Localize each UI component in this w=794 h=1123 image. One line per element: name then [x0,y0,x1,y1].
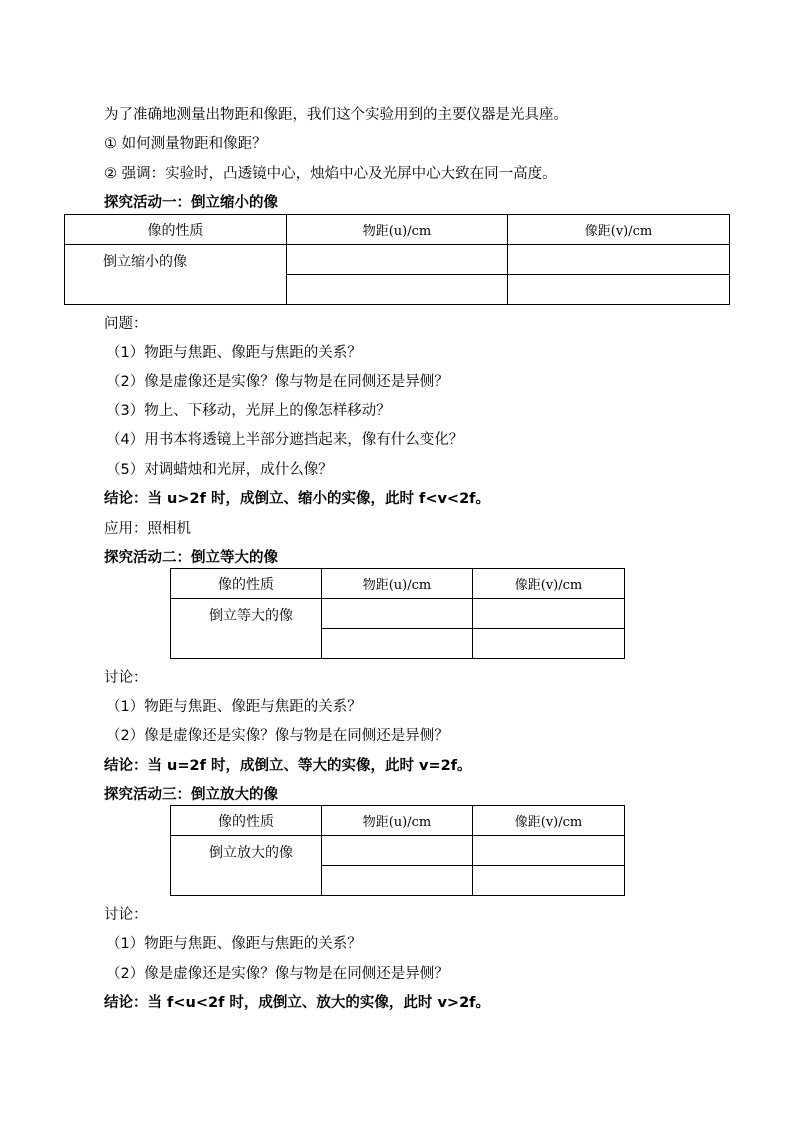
table-header-nature: 像的性质 [65,215,287,245]
table-cell [473,599,625,629]
question-item: （1）物距与焦距、像距与焦距的关系？ [106,345,362,361]
question-item: （5）对调蜡烛和光屏，成什么像？ [106,462,333,478]
questions-label: 问题： [104,316,148,332]
table-cell [322,599,473,629]
table-cell [473,836,625,866]
table-header-object-distance: 物距(u)/cm [322,806,473,836]
intro-text: 为了准确地测量出物距和像距，我们这个实验用到的主要仪器是光具座。 [104,107,568,123]
question-item: （1）物距与焦距、像距与焦距的关系？ [106,936,362,952]
table-header-image-distance: 像距(v)/cm [473,806,625,836]
table-cell [508,275,730,305]
activity2-table [170,568,625,659]
table-cell [322,629,473,659]
activity3-title: 探究活动三：倒立放大的像 [104,787,278,803]
table-header-image-distance: 像距(v)/cm [473,569,625,599]
activity1-title: 探究活动一：倒立缩小的像 [104,195,278,211]
table-header-object-distance: 物距(u)/cm [322,569,473,599]
question-item: （2）像是虚像还是实像？像与物是在同侧还是异侧？ [106,374,449,390]
activity1-table [64,214,730,305]
discussion-label: 讨论： [104,907,148,923]
emphasis-note: ② 强调：实验时，凸透镜中心，烛焰中心及光屏中心大致在同一高度。 [104,166,557,182]
application-text: 应用：照相机 [104,521,191,537]
table-cell [322,836,473,866]
activity3-conclusion: 结论：当 f<u<2f 时，成倒立、放大的实像，此时 v>2f。 [104,995,490,1011]
table-cell [287,275,508,305]
question-item: （2）像是虚像还是实像？像与物是在同侧还是异侧？ [106,966,449,982]
question-item: （1）物距与焦距、像距与焦距的关系？ [106,699,362,715]
table-header-image-distance: 像距(v)/cm [508,215,730,245]
activity1-conclusion: 结论：当 u>2f 时，成倒立、缩小的实像，此时 f<v<2f。 [104,491,490,507]
activity3-table [170,805,625,896]
table-row-label: 倒立放大的像 [171,836,322,896]
table-cell [508,245,730,275]
activity2-conclusion: 结论：当 u=2f 时，成倒立、等大的实像，此时 v=2f。 [104,758,472,774]
table-row-label: 倒立缩小的像 [65,245,287,305]
question-item: （4）用书本将透镜上半部分遮挡起来，像有什么变化？ [106,432,464,448]
table-cell [287,245,508,275]
question-measure: ① 如何测量物距和像距？ [104,136,267,152]
table-cell [473,866,625,896]
question-item: （3）物上、下移动，光屏上的像怎样移动？ [106,403,391,419]
table-header-nature: 像的性质 [171,806,322,836]
table-cell [322,866,473,896]
table-cell [473,629,625,659]
activity2-title: 探究活动二：倒立等大的像 [104,550,278,566]
table-header-nature: 像的性质 [171,569,322,599]
question-item: （2）像是虚像还是实像？像与物是在同侧还是异侧？ [106,728,449,744]
table-row-label: 倒立等大的像 [171,599,322,659]
discussion-label: 讨论： [104,670,148,686]
table-header-object-distance: 物距(u)/cm [287,215,508,245]
